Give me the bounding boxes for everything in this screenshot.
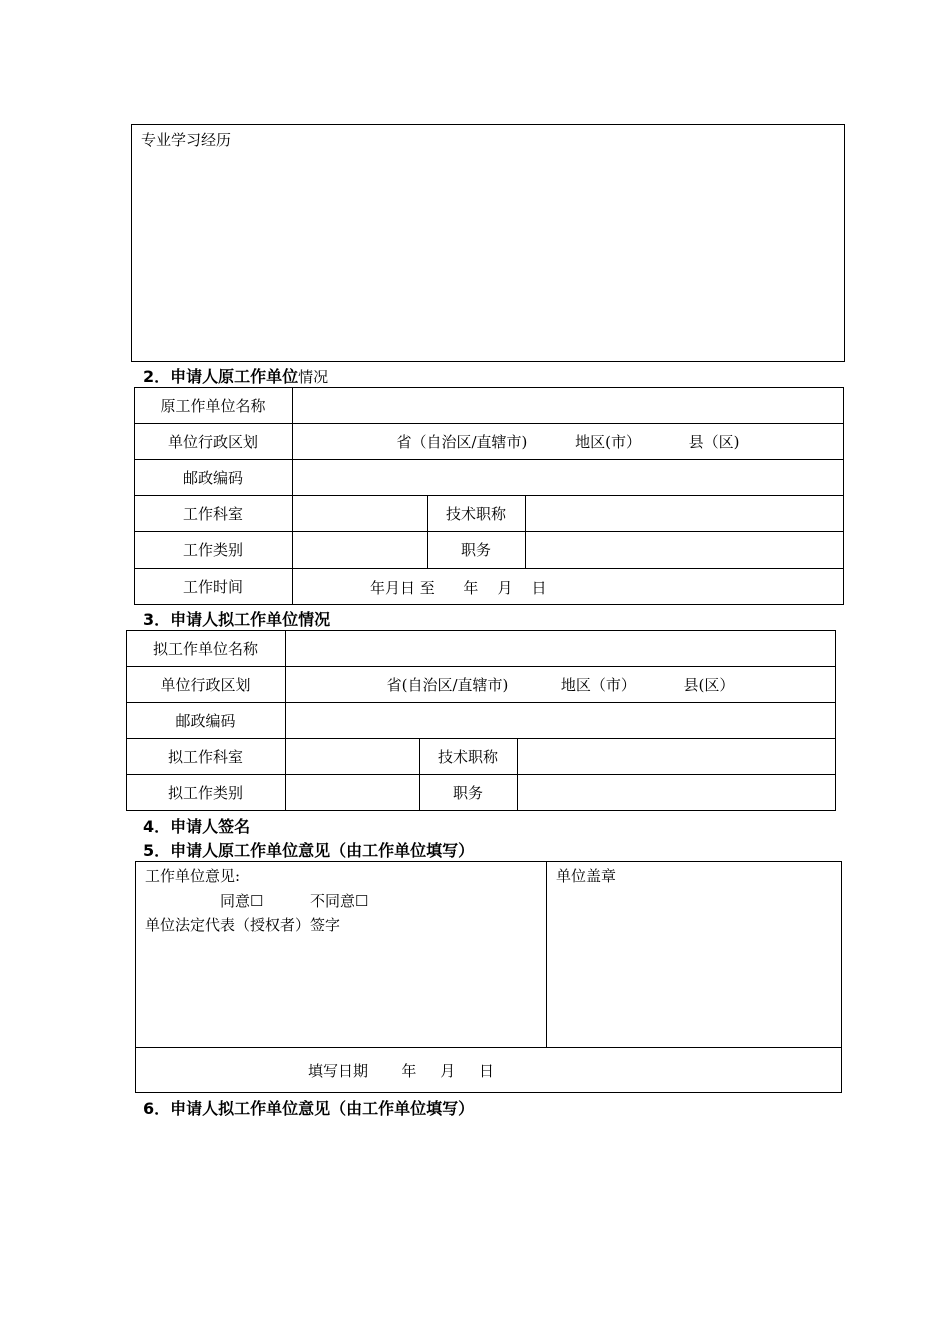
orig-position-field[interactable] — [526, 532, 843, 568]
new-type-label: 拟工作类别 — [167, 784, 243, 802]
section2-heading — [143, 364, 328, 387]
orig-dept-label: 工作科室 — [182, 504, 243, 523]
orig-postal-field[interactable] — [293, 460, 843, 495]
orig-type-field[interactable] — [293, 532, 427, 568]
orig-type-label: 工作类别 — [182, 541, 243, 559]
new-dept-field[interactable] — [286, 739, 419, 774]
seal-label: 单位盖章 — [556, 867, 617, 885]
agree-checkbox[interactable]: 同意☐ — [220, 892, 264, 910]
orig-position-label: 职务 — [460, 541, 491, 559]
study-history-label: 专业学习经历 — [141, 131, 232, 149]
col-divider — [546, 861, 547, 1048]
orig-region-label: 单位行政区划 — [167, 432, 258, 451]
orig-postal-label: 邮政编码 — [182, 468, 243, 487]
orig-time-field[interactable]: 年月日 至 年 月 日 — [370, 579, 547, 597]
section5-heading: 5．申请人原工作单位意见（由工作单位填写） — [143, 841, 475, 860]
orig-title-label: 技术职称 — [445, 504, 506, 523]
orig-time-label: 工作时间 — [182, 578, 243, 596]
section2-heading-light: 情况 — [298, 368, 329, 386]
new-position-field[interactable] — [518, 775, 835, 811]
new-type-field[interactable] — [286, 775, 419, 811]
disagree-checkbox[interactable]: 不同意☐ — [310, 892, 369, 910]
section6-heading: 6．申请人拟工作单位意见（由工作单位填写） — [143, 1099, 475, 1118]
orig-region-field[interactable]: 省（自治区/直辖市) 地区(市） 县（区) — [396, 432, 740, 451]
new-postal-label: 邮政编码 — [175, 711, 236, 730]
new-unit-name-field[interactable] — [286, 631, 835, 666]
fill-date-line[interactable]: 填写日期 年 月 日 — [308, 1062, 495, 1080]
new-title-field[interactable] — [518, 739, 835, 774]
orig-unit-name-label: 原工作单位名称 — [160, 396, 266, 415]
orig-dept-field[interactable] — [293, 496, 427, 531]
new-region-label: 单位行政区划 — [160, 675, 251, 694]
row-divider — [135, 1047, 842, 1048]
section3-heading: 3．申请人拟工作单位情况 — [143, 610, 331, 629]
new-position-label: 职务 — [452, 784, 483, 802]
new-region-field[interactable]: 省(自治区/直辖市) 地区（市） 县(区） — [386, 675, 735, 694]
new-postal-field[interactable] — [286, 703, 835, 738]
new-unit-name-label: 拟工作单位名称 — [152, 639, 258, 658]
opinion-label: 工作单位意见: — [145, 867, 241, 885]
signature-label: 单位法定代表（授权者）签字 — [145, 916, 341, 934]
new-dept-label: 拟工作科室 — [167, 747, 243, 766]
section2-heading-bold: 2．申请人原工作单位 — [143, 367, 299, 386]
orig-unit-name-field[interactable] — [293, 388, 843, 423]
new-title-label: 技术职称 — [437, 747, 498, 766]
section4-heading: 4．申请人签名 — [143, 817, 251, 836]
orig-title-field[interactable] — [526, 496, 843, 531]
study-history-box[interactable] — [131, 124, 845, 362]
